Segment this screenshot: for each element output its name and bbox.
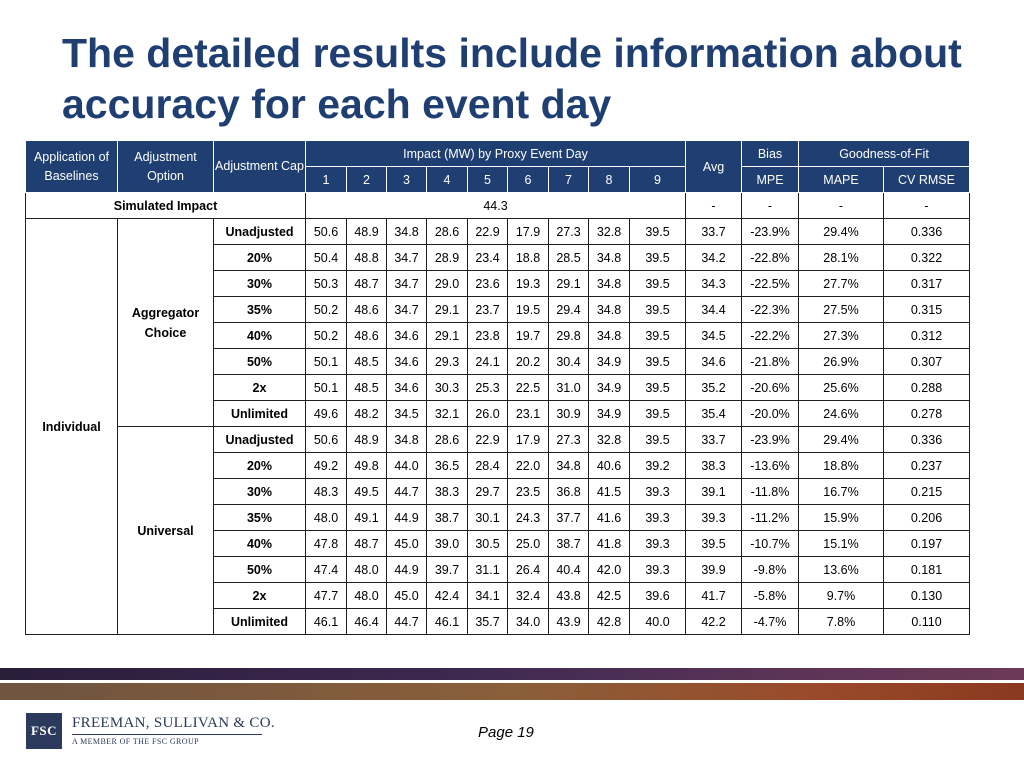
header-day-1: 1 bbox=[306, 167, 347, 193]
day-9-cell: 39.5 bbox=[630, 375, 686, 401]
day-4-cell: 36.5 bbox=[427, 453, 468, 479]
header-mape: MAPE bbox=[799, 167, 884, 193]
day-2-cell: 48.7 bbox=[347, 531, 387, 557]
day-2-cell: 49.1 bbox=[347, 505, 387, 531]
day-7-cell: 27.3 bbox=[549, 219, 589, 245]
mape-cell: 7.8% bbox=[799, 609, 884, 635]
slide-title: The detailed results include information about accuracy for each event day bbox=[62, 30, 962, 127]
header-day-7: 7 bbox=[549, 167, 589, 193]
simulated-impact-mape: - bbox=[799, 193, 884, 219]
mape-cell: 15.1% bbox=[799, 531, 884, 557]
day-8-cell: 40.6 bbox=[589, 453, 630, 479]
day-1-cell: 47.8 bbox=[306, 531, 347, 557]
company-logo bbox=[26, 712, 275, 752]
day-8-cell: 34.9 bbox=[589, 349, 630, 375]
day-5-cell: 23.8 bbox=[468, 323, 508, 349]
mape-cell: 29.4% bbox=[799, 219, 884, 245]
day-6-cell: 20.2 bbox=[508, 349, 549, 375]
mpe-cell: -13.6% bbox=[742, 453, 799, 479]
day-9-cell: 39.3 bbox=[630, 557, 686, 583]
adjustment-cap-cell: Unadjusted bbox=[214, 427, 306, 453]
adjustment-option-cell: Aggregator Choice bbox=[118, 219, 214, 427]
mpe-cell: -22.2% bbox=[742, 323, 799, 349]
day-3-cell: 34.8 bbox=[387, 427, 427, 453]
mape-cell: 18.8% bbox=[799, 453, 884, 479]
header-row-1 bbox=[26, 141, 970, 167]
header-adjustment-cap: Adjustment Cap bbox=[214, 141, 306, 193]
day-6-cell: 34.0 bbox=[508, 609, 549, 635]
adjustment-cap-cell: 40% bbox=[214, 323, 306, 349]
avg-cell: 39.5 bbox=[686, 531, 742, 557]
day-3-cell: 34.6 bbox=[387, 323, 427, 349]
mpe-cell: -11.2% bbox=[742, 505, 799, 531]
results-table bbox=[25, 140, 970, 635]
day-5-cell: 25.3 bbox=[468, 375, 508, 401]
adjustment-cap-cell: 40% bbox=[214, 531, 306, 557]
avg-cell: 41.7 bbox=[686, 583, 742, 609]
day-1-cell: 50.4 bbox=[306, 245, 347, 271]
day-4-cell: 28.9 bbox=[427, 245, 468, 271]
day-5-cell: 26.0 bbox=[468, 401, 508, 427]
mpe-cell: -22.8% bbox=[742, 245, 799, 271]
day-2-cell: 48.0 bbox=[347, 583, 387, 609]
day-4-cell: 28.6 bbox=[427, 427, 468, 453]
day-7-cell: 31.0 bbox=[549, 375, 589, 401]
day-6-cell: 22.0 bbox=[508, 453, 549, 479]
adjustment-cap-cell: 20% bbox=[214, 245, 306, 271]
day-3-cell: 34.7 bbox=[387, 271, 427, 297]
mpe-cell: -22.5% bbox=[742, 271, 799, 297]
day-2-cell: 48.6 bbox=[347, 323, 387, 349]
adjustment-cap-cell: 2x bbox=[214, 583, 306, 609]
mpe-cell: -11.8% bbox=[742, 479, 799, 505]
day-3-cell: 34.7 bbox=[387, 245, 427, 271]
cv-rmse-cell: 0.197 bbox=[884, 531, 970, 557]
mpe-cell: -21.8% bbox=[742, 349, 799, 375]
day-1-cell: 50.6 bbox=[306, 427, 347, 453]
cv-rmse-cell: 0.312 bbox=[884, 323, 970, 349]
mape-cell: 27.7% bbox=[799, 271, 884, 297]
day-7-cell: 27.3 bbox=[549, 427, 589, 453]
day-9-cell: 39.5 bbox=[630, 427, 686, 453]
day-5-cell: 34.1 bbox=[468, 583, 508, 609]
day-5-cell: 23.6 bbox=[468, 271, 508, 297]
header-day-2: 2 bbox=[347, 167, 387, 193]
mape-cell: 15.9% bbox=[799, 505, 884, 531]
day-7-cell: 40.4 bbox=[549, 557, 589, 583]
table-body bbox=[26, 193, 970, 635]
day-3-cell: 34.6 bbox=[387, 375, 427, 401]
cv-rmse-cell: 0.315 bbox=[884, 297, 970, 323]
day-9-cell: 40.0 bbox=[630, 609, 686, 635]
day-1-cell: 50.1 bbox=[306, 375, 347, 401]
day-2-cell: 48.6 bbox=[347, 297, 387, 323]
day-6-cell: 25.0 bbox=[508, 531, 549, 557]
day-5-cell: 22.9 bbox=[468, 427, 508, 453]
cv-rmse-cell: 0.181 bbox=[884, 557, 970, 583]
day-7-cell: 29.4 bbox=[549, 297, 589, 323]
cv-rmse-cell: 0.336 bbox=[884, 219, 970, 245]
cv-rmse-cell: 0.130 bbox=[884, 583, 970, 609]
cv-rmse-cell: 0.322 bbox=[884, 245, 970, 271]
day-6-cell: 17.9 bbox=[508, 219, 549, 245]
day-3-cell: 34.6 bbox=[387, 349, 427, 375]
avg-cell: 34.3 bbox=[686, 271, 742, 297]
header-application: Application of Baselines bbox=[26, 141, 118, 193]
mape-cell: 28.1% bbox=[799, 245, 884, 271]
day-4-cell: 38.7 bbox=[427, 505, 468, 531]
header-mpe: MPE bbox=[742, 167, 799, 193]
adjustment-cap-cell: 50% bbox=[214, 349, 306, 375]
day-9-cell: 39.6 bbox=[630, 583, 686, 609]
application-cell: Individual bbox=[26, 219, 118, 635]
avg-cell: 34.4 bbox=[686, 297, 742, 323]
day-8-cell: 42.5 bbox=[589, 583, 630, 609]
day-3-cell: 45.0 bbox=[387, 583, 427, 609]
avg-cell: 35.2 bbox=[686, 375, 742, 401]
mape-cell: 13.6% bbox=[799, 557, 884, 583]
day-7-cell: 29.8 bbox=[549, 323, 589, 349]
day-8-cell: 41.6 bbox=[589, 505, 630, 531]
day-9-cell: 39.2 bbox=[630, 453, 686, 479]
day-3-cell: 34.8 bbox=[387, 219, 427, 245]
cv-rmse-cell: 0.317 bbox=[884, 271, 970, 297]
simulated-impact-label: Simulated Impact bbox=[26, 193, 306, 219]
day-6-cell: 26.4 bbox=[508, 557, 549, 583]
header-day-5: 5 bbox=[468, 167, 508, 193]
avg-cell: 42.2 bbox=[686, 609, 742, 635]
day-1-cell: 46.1 bbox=[306, 609, 347, 635]
mpe-cell: -23.9% bbox=[742, 219, 799, 245]
day-6-cell: 23.5 bbox=[508, 479, 549, 505]
day-1-cell: 50.2 bbox=[306, 297, 347, 323]
avg-cell: 39.9 bbox=[686, 557, 742, 583]
day-2-cell: 48.2 bbox=[347, 401, 387, 427]
day-2-cell: 48.8 bbox=[347, 245, 387, 271]
day-5-cell: 29.7 bbox=[468, 479, 508, 505]
header-day-6: 6 bbox=[508, 167, 549, 193]
day-1-cell: 49.6 bbox=[306, 401, 347, 427]
mape-cell: 24.6% bbox=[799, 401, 884, 427]
simulated-impact-avg: - bbox=[686, 193, 742, 219]
day-2-cell: 49.8 bbox=[347, 453, 387, 479]
logo-divider bbox=[72, 734, 262, 735]
adjustment-cap-cell: Unlimited bbox=[214, 401, 306, 427]
mpe-cell: -10.7% bbox=[742, 531, 799, 557]
day-4-cell: 29.0 bbox=[427, 271, 468, 297]
avg-cell: 39.3 bbox=[686, 505, 742, 531]
day-8-cell: 34.8 bbox=[589, 323, 630, 349]
table-row bbox=[26, 219, 970, 245]
adjustment-cap-cell: 35% bbox=[214, 505, 306, 531]
day-5-cell: 23.4 bbox=[468, 245, 508, 271]
header-day-8: 8 bbox=[589, 167, 630, 193]
day-6-cell: 18.8 bbox=[508, 245, 549, 271]
avg-cell: 34.5 bbox=[686, 323, 742, 349]
table-row bbox=[26, 427, 970, 453]
adjustment-cap-cell: Unlimited bbox=[214, 609, 306, 635]
day-1-cell: 47.4 bbox=[306, 557, 347, 583]
day-3-cell: 44.0 bbox=[387, 453, 427, 479]
mpe-cell: -9.8% bbox=[742, 557, 799, 583]
day-2-cell: 48.5 bbox=[347, 349, 387, 375]
day-8-cell: 41.5 bbox=[589, 479, 630, 505]
day-3-cell: 44.7 bbox=[387, 609, 427, 635]
avg-cell: 33.7 bbox=[686, 427, 742, 453]
day-9-cell: 39.5 bbox=[630, 349, 686, 375]
day-7-cell: 34.8 bbox=[549, 453, 589, 479]
day-4-cell: 28.6 bbox=[427, 219, 468, 245]
mape-cell: 26.9% bbox=[799, 349, 884, 375]
avg-cell: 38.3 bbox=[686, 453, 742, 479]
adjustment-cap-cell: 2x bbox=[214, 375, 306, 401]
adjustment-cap-cell: 50% bbox=[214, 557, 306, 583]
adjustment-cap-cell: 35% bbox=[214, 297, 306, 323]
day-1-cell: 50.6 bbox=[306, 219, 347, 245]
day-9-cell: 39.3 bbox=[630, 479, 686, 505]
adjustment-cap-cell: 30% bbox=[214, 271, 306, 297]
day-1-cell: 50.2 bbox=[306, 323, 347, 349]
day-8-cell: 34.8 bbox=[589, 245, 630, 271]
simulated-impact-row bbox=[26, 193, 970, 219]
simulated-impact-value: 44.3 bbox=[306, 193, 686, 219]
day-8-cell: 34.8 bbox=[589, 297, 630, 323]
day-5-cell: 30.1 bbox=[468, 505, 508, 531]
day-4-cell: 29.1 bbox=[427, 323, 468, 349]
day-8-cell: 41.8 bbox=[589, 531, 630, 557]
cv-rmse-cell: 0.336 bbox=[884, 427, 970, 453]
day-8-cell: 34.9 bbox=[589, 401, 630, 427]
day-6-cell: 17.9 bbox=[508, 427, 549, 453]
day-9-cell: 39.3 bbox=[630, 505, 686, 531]
day-5-cell: 24.1 bbox=[468, 349, 508, 375]
day-6-cell: 32.4 bbox=[508, 583, 549, 609]
adjustment-cap-cell: 20% bbox=[214, 453, 306, 479]
mpe-cell: -23.9% bbox=[742, 427, 799, 453]
day-9-cell: 39.5 bbox=[630, 401, 686, 427]
adjustment-option-cell: Universal bbox=[118, 427, 214, 635]
mape-cell: 9.7% bbox=[799, 583, 884, 609]
day-6-cell: 19.5 bbox=[508, 297, 549, 323]
day-5-cell: 23.7 bbox=[468, 297, 508, 323]
day-4-cell: 46.1 bbox=[427, 609, 468, 635]
day-5-cell: 30.5 bbox=[468, 531, 508, 557]
cv-rmse-cell: 0.110 bbox=[884, 609, 970, 635]
mape-cell: 29.4% bbox=[799, 427, 884, 453]
simulated-impact-mpe: - bbox=[742, 193, 799, 219]
day-5-cell: 35.7 bbox=[468, 609, 508, 635]
day-7-cell: 43.9 bbox=[549, 609, 589, 635]
mape-cell: 16.7% bbox=[799, 479, 884, 505]
footer-decorative-bar-top bbox=[0, 668, 1024, 680]
day-6-cell: 23.1 bbox=[508, 401, 549, 427]
avg-cell: 39.1 bbox=[686, 479, 742, 505]
day-2-cell: 48.9 bbox=[347, 427, 387, 453]
cv-rmse-cell: 0.215 bbox=[884, 479, 970, 505]
avg-cell: 35.4 bbox=[686, 401, 742, 427]
header-day-9: 9 bbox=[630, 167, 686, 193]
day-7-cell: 36.8 bbox=[549, 479, 589, 505]
day-4-cell: 29.3 bbox=[427, 349, 468, 375]
header-day-4: 4 bbox=[427, 167, 468, 193]
day-3-cell: 34.7 bbox=[387, 297, 427, 323]
cv-rmse-cell: 0.307 bbox=[884, 349, 970, 375]
day-7-cell: 30.4 bbox=[549, 349, 589, 375]
day-5-cell: 31.1 bbox=[468, 557, 508, 583]
day-2-cell: 46.4 bbox=[347, 609, 387, 635]
cv-rmse-cell: 0.288 bbox=[884, 375, 970, 401]
day-7-cell: 29.1 bbox=[549, 271, 589, 297]
cv-rmse-cell: 0.278 bbox=[884, 401, 970, 427]
day-3-cell: 44.7 bbox=[387, 479, 427, 505]
mape-cell: 25.6% bbox=[799, 375, 884, 401]
page-number: Page 19 bbox=[478, 724, 534, 741]
day-4-cell: 32.1 bbox=[427, 401, 468, 427]
day-7-cell: 38.7 bbox=[549, 531, 589, 557]
day-9-cell: 39.5 bbox=[630, 245, 686, 271]
day-6-cell: 19.7 bbox=[508, 323, 549, 349]
day-4-cell: 39.7 bbox=[427, 557, 468, 583]
adjustment-cap-cell: Unadjusted bbox=[214, 219, 306, 245]
day-8-cell: 42.8 bbox=[589, 609, 630, 635]
logo-mark: FSC bbox=[26, 713, 62, 749]
company-tagline: A MEMBER OF THE FSC GROUP bbox=[72, 737, 199, 746]
day-5-cell: 28.4 bbox=[468, 453, 508, 479]
mape-cell: 27.3% bbox=[799, 323, 884, 349]
day-2-cell: 48.0 bbox=[347, 557, 387, 583]
cv-rmse-cell: 0.237 bbox=[884, 453, 970, 479]
day-7-cell: 28.5 bbox=[549, 245, 589, 271]
mpe-cell: -4.7% bbox=[742, 609, 799, 635]
day-8-cell: 32.8 bbox=[589, 219, 630, 245]
day-9-cell: 39.5 bbox=[630, 219, 686, 245]
day-1-cell: 50.3 bbox=[306, 271, 347, 297]
day-4-cell: 38.3 bbox=[427, 479, 468, 505]
header-impact-group: Impact (MW) by Proxy Event Day bbox=[306, 141, 686, 167]
day-2-cell: 48.7 bbox=[347, 271, 387, 297]
day-4-cell: 30.3 bbox=[427, 375, 468, 401]
avg-cell: 34.6 bbox=[686, 349, 742, 375]
day-7-cell: 37.7 bbox=[549, 505, 589, 531]
header-goodness-of-fit: Goodness-of-Fit bbox=[799, 141, 970, 167]
day-3-cell: 44.9 bbox=[387, 557, 427, 583]
adjustment-cap-cell: 30% bbox=[214, 479, 306, 505]
company-name: FREEMAN, SULLIVAN & CO. bbox=[72, 715, 275, 731]
day-2-cell: 48.5 bbox=[347, 375, 387, 401]
day-4-cell: 39.0 bbox=[427, 531, 468, 557]
day-8-cell: 34.8 bbox=[589, 271, 630, 297]
day-2-cell: 49.5 bbox=[347, 479, 387, 505]
footer-decorative-bar-bottom bbox=[0, 683, 1024, 700]
simulated-impact-cvrmse: - bbox=[884, 193, 970, 219]
header-bias: Bias bbox=[742, 141, 799, 167]
mape-cell: 27.5% bbox=[799, 297, 884, 323]
day-4-cell: 29.1 bbox=[427, 297, 468, 323]
day-9-cell: 39.5 bbox=[630, 297, 686, 323]
day-9-cell: 39.5 bbox=[630, 323, 686, 349]
day-1-cell: 50.1 bbox=[306, 349, 347, 375]
day-7-cell: 43.8 bbox=[549, 583, 589, 609]
day-8-cell: 34.9 bbox=[589, 375, 630, 401]
results-table-container bbox=[25, 140, 970, 635]
cv-rmse-cell: 0.206 bbox=[884, 505, 970, 531]
day-3-cell: 45.0 bbox=[387, 531, 427, 557]
day-1-cell: 49.2 bbox=[306, 453, 347, 479]
day-2-cell: 48.9 bbox=[347, 219, 387, 245]
avg-cell: 33.7 bbox=[686, 219, 742, 245]
day-1-cell: 48.0 bbox=[306, 505, 347, 531]
day-5-cell: 22.9 bbox=[468, 219, 508, 245]
header-adjustment-option: Adjustment Option bbox=[118, 141, 214, 193]
day-6-cell: 22.5 bbox=[508, 375, 549, 401]
header-cv-rmse: CV RMSE bbox=[884, 167, 970, 193]
day-1-cell: 47.7 bbox=[306, 583, 347, 609]
day-4-cell: 42.4 bbox=[427, 583, 468, 609]
header-avg: Avg bbox=[686, 141, 742, 193]
header-day-3: 3 bbox=[387, 167, 427, 193]
day-3-cell: 34.5 bbox=[387, 401, 427, 427]
avg-cell: 34.2 bbox=[686, 245, 742, 271]
day-8-cell: 42.0 bbox=[589, 557, 630, 583]
day-9-cell: 39.3 bbox=[630, 531, 686, 557]
mpe-cell: -22.3% bbox=[742, 297, 799, 323]
day-8-cell: 32.8 bbox=[589, 427, 630, 453]
day-3-cell: 44.9 bbox=[387, 505, 427, 531]
mpe-cell: -5.8% bbox=[742, 583, 799, 609]
day-7-cell: 30.9 bbox=[549, 401, 589, 427]
mpe-cell: -20.6% bbox=[742, 375, 799, 401]
day-1-cell: 48.3 bbox=[306, 479, 347, 505]
day-6-cell: 19.3 bbox=[508, 271, 549, 297]
day-9-cell: 39.5 bbox=[630, 271, 686, 297]
mpe-cell: -20.0% bbox=[742, 401, 799, 427]
day-6-cell: 24.3 bbox=[508, 505, 549, 531]
